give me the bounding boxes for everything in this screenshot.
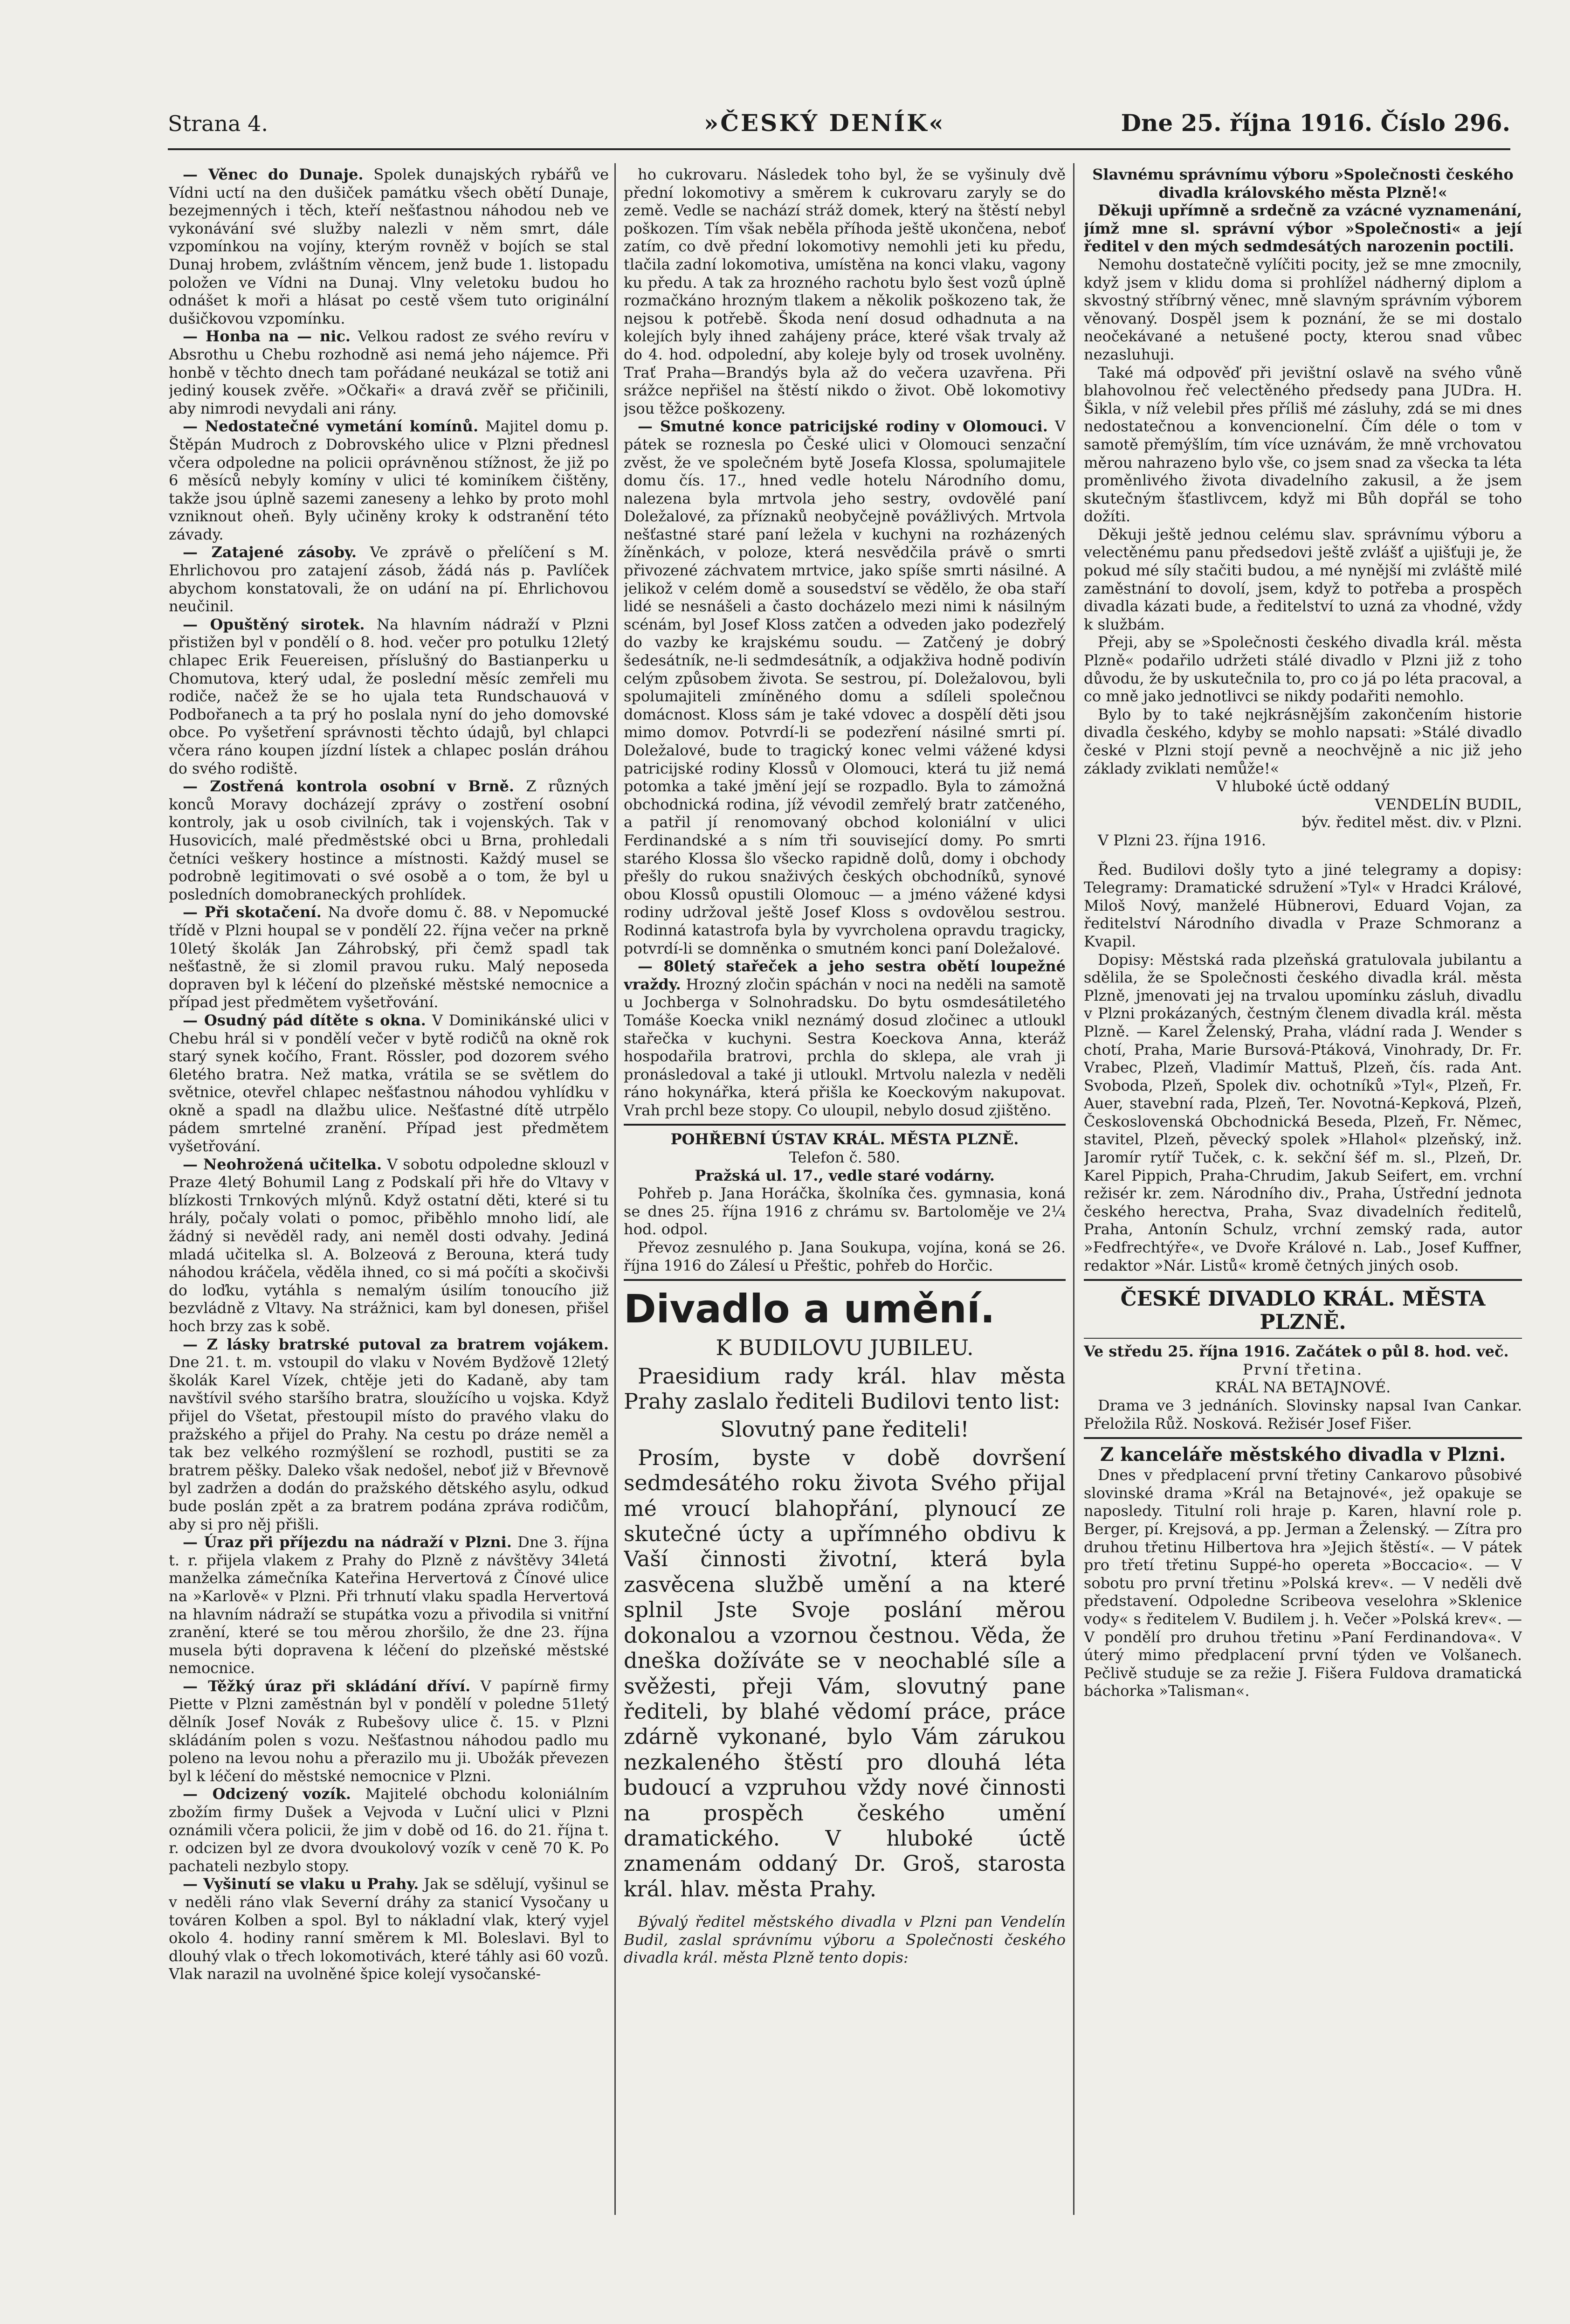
theater-title: ČESKÉ DIVADLO KRÁL. MĚSTA PLZNĚ. — [1120, 1287, 1486, 1335]
news-item — [169, 616, 609, 777]
news-item-text: ho cukrovaru. Následek toho byl, že se vyšinuly dvě přední lokomotivy a směrem k cukrovaru zaryly se do země. Vedle se nachází stráž domek, který na štěstí nebyl poškozen. Tím však neběla příhoda ještě ukončena, neboť zatím, co dvě přední lokomotivy nemohli jeti ku předu, tlačila zadní lokomotiva, umístěna na konci vlaku, vagony ku předu. A tak za hrozného rachotu bylo šest vozů úplně rozmačkáno hrozným tlakem a několik poškozeno tak, že nejsou k potřebě. Škoda není dosud odhadnuta a na kolejích byly ihned zahájeny práce, které však trvaly až do 4. hod. odpolední, aby koleje byly od trosek uvolněny. Trať Praha—Brandýs byla až do večera uzavřena. Při srážce nepřišel na štěstí nikdo o život. Obě lokomotivy jsou těžce poškozeny. — [624, 166, 1066, 417]
budilov-intro: Praesidium rady král. hlav města Prahy zaslalo řediteli Budilovi tento list: — [624, 1363, 1066, 1414]
news-item-text: Na dvoře domu č. 88. v Nepomucké třídě v Plzni houpal se v pondělí 22. října večer na prkně 10letý školák Jan Záhrobský, při čemž spadl tak nešťastně, že si zlomil pravou ruku. Malý neposeda dopraven byl k léčení do plzeňské městské nemocnice a případ jest předmětem vyšetřování. — [169, 903, 609, 1011]
letter-paragraph: Nemohu dostatečně vylíčiti pocity, jež se mne zmocnily, když jsem v klidu doma si prohlížel nádherný diplom a skvostný stříbrný věnec, mně slavným správním výborem věnovaný. Dospěl jsem k poznání, že se mi dostalo neočekávané a netušené pocty, kterou snad vůbec nezasluhuji. — [1084, 255, 1522, 363]
page-header — [168, 106, 1510, 144]
letter-place-date: V Plzni 23. října 1916. — [1098, 831, 1266, 849]
news-item — [169, 417, 609, 543]
office-title: Z kanceláře městského divadla v Plzni. — [1100, 1444, 1506, 1466]
column-divider-2 — [1073, 163, 1074, 2215]
letter-paragraph: Přeji, aby se »Společnosti českého divadla král. města Plzně« podařilo udržeti stálé divadlo v Plzni již z toho důvodu, že by uskutečnila to, pro co já po léta pracoval, a co mně jako jednotlivci se nikdy podařiti nemohlo. — [1084, 633, 1522, 706]
news-item-text: Ve zprávě o přelíčení s M. Ehrlichovou pro zatajení zásob, žádá nás p. Pavlíček abychom konstatovali, že on udání na pí. Ehrlichovou neučinil. — [169, 543, 609, 616]
column-2 — [624, 166, 1066, 2213]
budilov-article — [624, 1335, 1066, 1902]
issue-date: Dne 25. října 1916. Číslo 296. — [1121, 109, 1510, 137]
news-item-head: — Nedostatečné vymetání komínů. — [183, 417, 479, 436]
page-number: Strana 4. — [168, 111, 268, 136]
news-item — [169, 903, 609, 1011]
news-item-head: — Honba na — nic. — [183, 327, 351, 346]
funeral-item: Pohřeb p. Jana Horáčka, školníka čes. gymnasia, koná se dnes 25. října 1916 z chrámu sv. Bartoloměje ve 2¼ hod. odpol. — [624, 1184, 1066, 1238]
budilov-title: K BUDILOVU JUBILEU. — [716, 1335, 974, 1361]
column-divider-1 — [614, 163, 616, 2215]
divider — [1084, 1338, 1522, 1339]
news-item — [169, 1875, 609, 1983]
news-item-text: Dne 21. t. m. vstoupil do vlaku v Novém Bydžově 12letý školák Karel Vízek, chtěje jeti do Kadaně, aby tam navštívil svého staršího bratra, sloužícího u vojska. Když přijel do Všetat, přestoupil místo do pravého vlaku do pražského a přijel do Prahy. Na cestu po dráze neměl a tak bez velkého rozmýšlení se rozhodl, pustiti se za bratrem pěšky. Daleko však nedošel, neboť již v Břevnově byl zadržen a dodán do pražského dětského asylu, odkud bude poslán zpět a za bratrem podána zpráva rodičům, aby si pro něj přišli. — [169, 1353, 609, 1533]
funeral-title: POHŘEBNÍ ÚSTAV KRÁL. MĚSTA PLZNĚ. — [670, 1130, 1019, 1148]
theater-play: KRÁL NA BETAJNOVÉ. — [1215, 1378, 1391, 1397]
divider — [1084, 1437, 1522, 1439]
telegrams: Řed. Budilovi došly tyto a jiné telegramy a dopisy: Telegramy: Dramatické sdružení »Tyl« v Hradci Králové, Miloš Nový, manželé Hübnerovi, Eduard Vojan, za ředitelství Národního divadla v Praze Schmoranz a Kvapil. — [1084, 860, 1522, 950]
news-item-text: Na hlavním nádraží v Plzni přistižen byl v pondělí o 8. hod. večer pro potulku 12letý chlapec Erik Feuereisen, příslušný do Bastianperku u Chomutova, který udal, že poslední měsíc zemřeli mu rodiče, načež že se ho ujala teta Rundschauová v Podbořanech a ta prý ho poslala nyní do jeho domovské obce. Po vyšetření správnosti těchto údajů, byl chlapci včera ráno koupen jízdní lístek a chlapec poslán dráhou do svého rodiště. — [169, 615, 609, 777]
news-item — [169, 327, 609, 417]
funeral-item: Převoz zesnulého p. Jana Soukupa, vojína, koná se 26. října 1916 do Zálesí u Přeštic, pohřeb do Horčic. — [624, 1238, 1066, 1274]
news-item-text: Hrozný zločin spáchán v noci na neděli na samotě u Jochberga v Solnohradsku. Do bytu osmdesátiletého Tomáše Koecka vnikl neznámý dosud zločinec a utloukl stařečka v kuchyni. Sestra Koeckova Anna, kteráž hospodařila bratrovi, prchla do sklepa, ale vrah ji pronásledoval a také ji utloukl. Mrtvolu nalezla v neděli ráno hokynářka, která přišla ke Koeckovým nakupovat. Vrah prchl beze stopy. Co uloupil, nebylo dosud zjištěno. — [624, 975, 1066, 1119]
news-item — [169, 1155, 609, 1335]
header-rule — [168, 148, 1510, 150]
news-item-text: Majitel domu p. Štěpán Mudroch z Dobrovského ulice v Plzni přednesl včera odpoledne na policii oprávněnou stížnost, že již po 6 měsíců nebyly komíny v ulici té kominíkem čištěny, takže jsou úplně sazemi zaneseny a lehko by proto mohl vzniknout oheň. Byly učiněny kroky k odstranění této závady. — [169, 417, 609, 543]
budilov-body: Prosím, byste v době dovršení sedmdesátého roku života Svého přijal mé vroucí blahopřání, plynoucí ze skutečné úcty a upřímného obdivu k Vaší činnosti životní, která byla zasvěcena službě umění a na které splnil Jste Svoje poslání měrou dokonalou a vzornou čestnou. Věda, že dneška dožíváte se v neochablé síle a svěžesti, přeji Vám, slovutný pane řediteli, by blahé vědomí práce, práce zdárně vykonané, bylo Vám zárukou nezkaleného štěstí pro dlouhá léta budoucí a vzpruhou vždy nové činnosti na prospěch českého umění dramatického. V hluboké úctě znamenám oddaný Dr. Groš, starosta král. hlav. města Prahy. — [624, 1445, 1066, 1902]
news-item — [624, 957, 1066, 1119]
divider — [624, 1279, 1066, 1281]
theater-desc: Drama ve 3 jednáních. Slovinsky napsal Ivan Cankar. Přeložila Růž. Nosková. Režisér Josef Fišer. — [1084, 1397, 1522, 1432]
news-item-text: V sobotu odpoledne sklouzl v Praze 4letý Bohumil Lang z Podskalí při hře do Vltavy v blízkosti Trnkových mlýnů. Když ostatní děti, které si tu hrály, počaly volati o pomoc, přiběhlo mnoho lidí, ale žádný si nevěděl rady, ani neměl dosti odvahy. Jediná mladá učitelka sl. A. Bolzeová z Berouna, která tudy náhodou kráčela, věděla ihned, co si má počíti a skočivši do loďku, vytáhla s nemalým úsilím tonoucího již bezvládně z Vltavy. Na strážnici, kam byl donesen, přišel hoch brzy zas k sobě. — [169, 1155, 609, 1335]
column-1 — [169, 166, 609, 2213]
letter-paragraph: Děkuji ještě jednou celému slav. správnímu výboru a velectěnému panu předsedovi ještě zvlášť a ujišťuji je, že pokud mé síly stačiti budou, a mé nynější mi zvláště milé zaměstnání to dovolí, jsem, když to potřeba a prospěch divadla kázati bude, a ředitelství to uzná za vhodné, vždy k službám. — [1084, 525, 1522, 633]
news-item-head: — Při skotačení. — [183, 903, 322, 921]
news-item-text: Z různých konců Moravy docházejí zprávy o zostření osobní kontroly, jak u osob civilních, tak i vojenských. Tak v Husovicích, malé předměstské obci u Brna, prohledali četníci veškery hostince a místnosti. Každý musel se podrobně legitimovati o své osobě a o tom, že byl u posledních domobraneckých prohlídek. — [169, 777, 609, 903]
news-item-head: — Neohrožená učitelka. — [183, 1155, 382, 1173]
news-item-head: — Vyšinutí se vlaku u Prahy. — [183, 1875, 419, 1893]
news-item-head: — Osudný pád dítěte s okna. — [183, 1011, 426, 1029]
news-item-head: — Odcizený vozík. — [183, 1785, 351, 1803]
news-item-head: — Smutné konce patricijské rodiny v Olomouci. — [638, 417, 1048, 436]
news-item-text: Jak se sdělují, vyšinul se v neděli ráno vlak Severní dráhy za stanicí Vysočany u továren Kolben a spol. Byl to nákladní vlak, který vyjel okolo 4. hodiny ranní směrem k Ml. Boleslavi. Byl to dlouhý vlak o třech lokomotivách, které táhly asi 60 vozů. Vlak narazil na uvolněné špice kolejí vysočanské- — [169, 1875, 609, 1983]
news-item — [169, 1533, 609, 1677]
news-item-text: V papírně firmy Piette v Plzni zaměstnán byl v pondělí v poledne 51letý dělník Josef Novák z Rubešovy ulice č. 15. v Plzni skládáním polen s vozu. Nešťastnou náhodou padlo mu poleno na levou nohu a přerazilo mu ji. Ubožák převezen byl k léčení do městské nemocnice v Plzni. — [169, 1677, 609, 1785]
news-item-text: Spolek dunajských rybářů ve Vídni uctí na den dušiček památku všech obětí Dunaje, bezejmenných i těch, kteří nešťastnou náhodou neb ve vykonávání své služby nalezli v něm smrt, dále vzpomínkou na vojíny, kterým rovněž v bojích se stal Dunaj hrobem, zvláštním věncem, jenž bude 1. listopadu položen ve Vídni na Dunaj. Vlny veletoku budou ho odnášet k moři a hlásat po cestě všem tuto originální dušičkovou vzpomínku. — [169, 166, 609, 327]
letter-paragraph: Bylo by to také nejkrásnějším zakončením historie divadla českého, kdyby se mohlo napsati: »Stálé divadlo české v Plzni stojí pevně a neochvějně a nic již jeho základy zviklati nemůže!« — [1084, 705, 1522, 777]
divider — [1084, 1279, 1522, 1281]
news-item-text: Majitelé obchodu koloniálním zbožím firmy Dušek a Vejvoda v Luční ulici v Plzni oznámili včera policii, že jim v době od 16. do 21. října t. r. odcizen byl ze dvora dvoukolový vozík v ceně 70 K. Po pachateli nezbylo stopy. — [169, 1785, 609, 1875]
funeral-phone: Telefon č. 580. — [789, 1148, 901, 1167]
news-item-text: V Dominikánské ulici v Chebu hrál si v pondělí večer v bytě rodičů na okně rok starý synek kočího, Frant. Rössler, pod dozorem svého 6letého bratra. Než matka, vrátila se se světlem do světnice, otevřel chlapec nešťastnou náhodou vyhlídku v okně a spadl na dlažbu ulice. Nešťastné dítě utrpělo pádem smrtelné zranění. Případ jest předmětem vyšetřování. — [169, 1011, 609, 1155]
news-item-head: — Úraz při příjezdu na nádraží v Plzni. — [183, 1533, 512, 1551]
funeral-notice — [624, 1130, 1066, 1274]
letter-paragraph: Děkuji upřímně a srdečně za vzácné vyznamenání, jímž mne sl. správní výbor »Společnosti« a její ředitel v den mých sedmdesátých narozenin poctili. — [1084, 201, 1522, 256]
theater-tier: První třetina. — [1243, 1360, 1363, 1378]
news-item-head: — Těžký úraz při skládání dříví. — [183, 1677, 471, 1695]
column-3 — [1084, 166, 1522, 2213]
funeral-address: Pražská ul. 17., vedle staré vodárny. — [695, 1166, 995, 1184]
news-item-head: — Zostřená kontrola osobní v Brně. — [183, 777, 514, 795]
news-item — [169, 166, 609, 327]
news-item — [169, 1335, 609, 1534]
section-title: Divadlo a umění. — [624, 1286, 995, 1332]
news-item — [169, 777, 609, 903]
news-item-text: Velkou radost ze svého revíru v Absrothu u Chebu rozhodně asi nemá jeho nájemce. Při honbě v těchto dnech tam pořádané neukázal se totiž ani jediný kousek zvěře. »Očkaři« a dravá zvěř se přičinili, aby nimrodi nevydali ani rány. — [169, 327, 609, 417]
column-2-news — [624, 166, 1066, 1119]
news-item — [624, 417, 1066, 957]
letter-address: Slavnému správnímu výboru »Společnosti českého divadla královského města Plzně!« — [1092, 166, 1514, 201]
letter-closing: V hluboké úctě oddaný — [1216, 777, 1390, 795]
budilov-salute: Slovutný pane řediteli! — [720, 1417, 969, 1442]
budilov-note: Bývalý ředitel městského divadla v Plzni pan Vendelín Budil, zaslal správnímu výboru a Společnosti českého divadla král. města Plzně tento dopis: — [624, 1913, 1066, 1967]
news-item — [624, 166, 1066, 417]
news-item — [169, 1677, 609, 1785]
letter-signature: VENDELÍN BUDIL, — [1375, 795, 1522, 813]
divider — [624, 1124, 1066, 1126]
news-item — [169, 1785, 609, 1875]
news-item-head: — Věnec do Dunaje. — [183, 166, 364, 183]
news-item-head: — Zatajené zásoby. — [183, 543, 357, 561]
newspaper-name: »ČESKÝ DENÍK« — [704, 109, 945, 137]
letter-paragraph: Také má odpověď při jevištní oslavě na svého vůně blahovolnou řeč velectěného předsedy pana JUDra. H. Šikla, v níž velebil přes příliš mé zásluhy, zdá se mi dnes nedostatečnou a konvencionelní. Čím déle o tom v samotě přemýšlím, tím více uznávám, že mně vrchovatou měrou nahrazeno bylo vše, co jsem snad za všecka ta léta proměnlivého života divadelního zakusil, a že jsem skutečným šťastlivcem, když mi Bůh dopřál se toho dožíti. — [1084, 363, 1522, 526]
theater-when: Ve středu 25. října 1916. Začátek o půl 8. hod. več. — [1084, 1342, 1509, 1361]
news-item — [169, 1011, 609, 1155]
letters-list: Dopisy: Městská rada plzeňská gratulovala jubilantu a sdělila, že se Společnosti českého divadla král. města Plzně, jmenovati jej na trvalou upomínku zásluh, divadlu v Plzni prokázaných, čestným členem divadla král. města Plzně. — Karel Želenský, Praha, vládní rada J. Wender s chotí, Praha, Marie Bursová-Ptáková, Vinohrady, Dr. Fr. Vrabec, Plzeň, Vladimír Mattuš, Plzeň, čís. rada Ant. Svoboda, Plzeň, Spolek div. ochotníků »Tyl«, Plzeň, Fr. Auer, stavební rada, Plzeň, Ter. Novotná-Kepková, Plzeň, Československá Obchodnická Beseda, Plzeň, Fr. Němec, stavitel, Plzeň, pěvecký spolek »Hlahol« plzeňský, inž. Jaromír rytíř Tuček, c. k. sekční šéf m. sl., Plzeň, Dr. Karel Pippich, Praha-Chrudim, Jakub Seifert, em. vrchní režisér kr. zem. Národního div., Praha, Ústřední jednota českého herectva, Praha, Svaz divadelních ředitelů, Praha, Antonín Schulz, vrchní zemský rada, autor »Fedfrechtýře«, ve Dvoře Králové n. Lab., Josef Kuffner, redaktor »Nár. Listů« kromě četných jiných osob. — [1084, 950, 1522, 1274]
news-item — [169, 543, 609, 615]
news-item-text: V pátek se roznesla po České ulici v Olomouci senzační zvěst, že ve společném bytě Josefa Klossa, spolumajitele domu čís. 17., hned vedle hotelu Národního domu, nalezena byla mrtvola jeho sestry, ovdovělé paní Doležalové, za příznaků neobyčejně povážlivých. Mrtvola nešťastné staré paní ležela v kuchyni na rozházených žíněnkách, v poloze, která nesvědčila právě o smrti přivozené záchvatem mrtvice, jako spíše smrti násilné. A jelikož v celém domě a sousedství se vědělo, že oba staří lidé se nesnášeli a často docházelo mezi nimi k násilným scénám, byl Josef Kloss zatčen a odveden jako podezřelý do vazby ke krajskému soudu. — Zatčený je dobrý šedesátník, ne-li sedmdesátník, a odjakživa hodně podivín celým způsobem života. Se sestrou, pí. Doležalovou, byli spolumajiteli zmíněného domu a sdíleli společnou domácnost. Kloss sám je také vdovec a dospělí děti jsou mimo domov. Potvrdí-li se podezření násilné smrti pí. Doležalové, bude to tragický konec velmi vážené kdysi patricijské rodiny Klossů v Olomouci, která tu již nemá potomka a také jmění její se rozpadlo. Byla to zámožná obchodnická rodina, jíž vévodil zemřelý bratr zatčeného, a patřil jí renomovaný obchod koloniální v ulici Ferdinandské a s ním tři související domy. Po smrti starého Klossa šlo všecko rapidně dolů, domy i obchody přešly do rukou snaživých českých obchodníků, synové obou Klossů opustili Olomouc — a jméno vážené kdysi rodiny udržoval ještě Josef Kloss s ovdovělou sestrou. Rodinná katastrofa byla by vyvrcholena opravdu tragicky, potvrdí-li se domněnka o smutném konci paní Doležalové. — [624, 417, 1066, 957]
news-item-text: Dne 3. října t. r. přijela vlakem z Prahy do Plzně z návštěvy 34letá manželka zámečníka Kateřina Hervertová z Čínové ulice na »Karlově« v Plzni. Při trhnutí vlaku spadla Hervertová na hlavním nádraží se stupátka vozu a přivodila si vnitřní zranění, které se tou měrou zhoršilo, že dne 23. října musela býti dopravena k léčení do plzeňské městské nemocnice. — [169, 1533, 609, 1677]
news-item-head: — 80letý stařeček a jeho sestra obětí loupežné vraždy. — [624, 957, 1066, 993]
office-text: Dnes v předplacení první třetiny Cankarovo působivé slovinské drama »Král na Betajnové«, jež opakuje se naposledy. Titulní roli hraje p. Karen, hlavní role p. Berger, pí. Krejsová, a pp. Jerman a Želenský. — Zítra pro druhou třetinu Hilbertova hra »Jejich štěstí«. — V pátek pro třetí třetinu Suppé-ho opereta »Boccacio«. — V sobotu pro první třetinu »Polská krev«. — V neděli dvě představení. Odpoledne Scribeova veselohra »Sklenice vody« s ředitelem V. Budilem j. h. Večer »Polská krev«. — V pondělí pro druhou třetinu »Paní Ferdinandova«. V úterý mimo předplacení první týden ve Volšanech. Pečlivě studuje se za režie J. Fišera Fuldova dramatická báchorka »Talisman«. — [1084, 1466, 1522, 1700]
letter-signature-title: býv. ředitel měst. div. v Plzni. — [1301, 813, 1522, 831]
news-item-head: — Opuštěný sirotek. — [183, 615, 365, 633]
news-item-head: — Z lásky bratrské putoval za bratrem vojákem. — [183, 1335, 609, 1353]
